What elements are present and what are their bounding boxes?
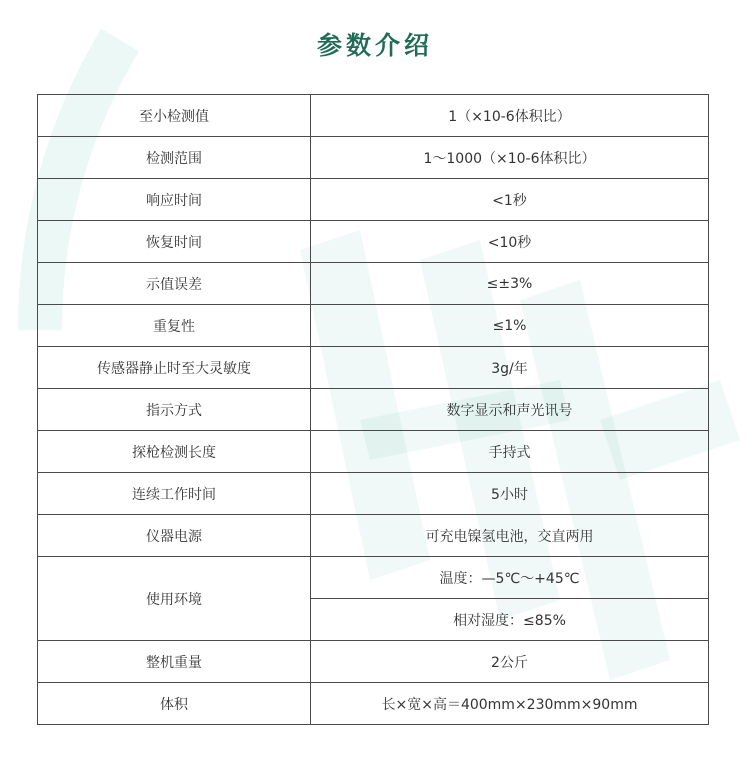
row-value: ≤±3% [311,263,709,305]
table-row [38,179,709,221]
row-value: 1（×10-6体积比） [311,95,709,137]
row-value: 3g/年 [311,347,709,389]
row-label: 体积 [38,683,311,725]
row-label: 检测范围 [38,137,311,179]
row-value: 可充电镍氢电池，交直两用 [311,515,709,557]
table-row [38,347,709,389]
row-label: 整机重量 [38,641,311,683]
row-label: 指示方式 [38,389,311,431]
environment-temperature: 温度：—5℃～+45℃ [311,557,709,599]
row-label: 传感器静止时至大灵敏度 [38,347,311,389]
table-row [38,221,709,263]
row-value: 长×宽×高＝400mm×230mm×90mm [311,683,709,725]
spec-table [37,94,709,725]
row-value: <1秒 [311,179,709,221]
row-value: 2公斤 [311,641,709,683]
table-row [38,431,709,473]
row-label: 探枪检测长度 [38,431,311,473]
row-value: 1～1000（×10-6体积比） [311,137,709,179]
table-row [38,137,709,179]
row-label: 仪器电源 [38,515,311,557]
table-row [38,557,709,599]
row-value: 数字显示和声光讯号 [311,389,709,431]
row-label: 示值误差 [38,263,311,305]
table-row [38,641,709,683]
row-label: 连续工作时间 [38,473,311,515]
table-row [38,473,709,515]
row-value: <10秒 [311,221,709,263]
row-value: 5小时 [311,473,709,515]
environment-humidity: 相对湿度：≤85% [311,599,709,641]
table-row [38,683,709,725]
table-row [38,305,709,347]
table-row [38,263,709,305]
page-title: 参数介绍 [316,31,433,60]
row-value: ≤1% [311,305,709,347]
row-value: 手持式 [311,431,709,473]
row-label: 重复性 [38,305,311,347]
row-label: 响应时间 [38,179,311,221]
table-row [38,389,709,431]
row-label: 至小检测值 [38,95,311,137]
row-label: 恢复时间 [38,221,311,263]
table-row [38,515,709,557]
environment-label: 使用环境 [38,557,311,641]
table-row [38,95,709,137]
